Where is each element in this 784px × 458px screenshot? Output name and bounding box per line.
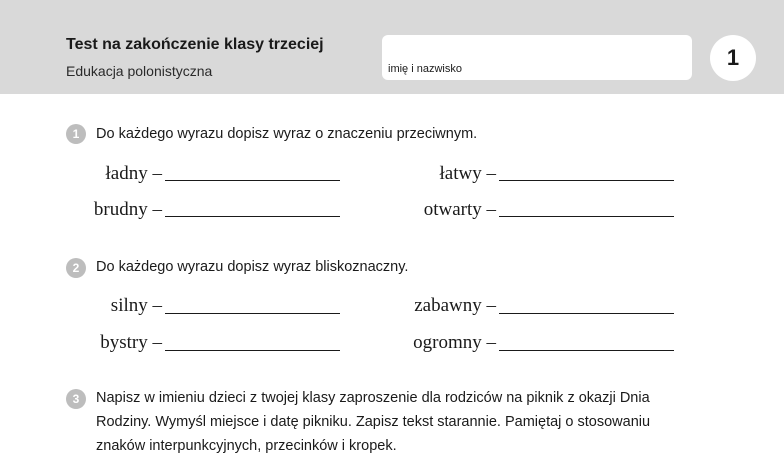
word-brudny: brudny – [93, 199, 162, 220]
answer-line [165, 180, 340, 181]
task-2-number: 2 [66, 258, 86, 278]
word-otwarty: otwarty – [423, 199, 496, 220]
page-header [0, 0, 784, 94]
task-1-word-row [380, 163, 496, 189]
answer-input-silny[interactable] [165, 293, 340, 313]
test-subtitle: Edukacja polonistyczna [66, 63, 213, 79]
task-1-word-row [380, 199, 496, 225]
task-2-instruction: Do każdego wyrazu dopisz wyraz bliskoznaczny. [96, 259, 409, 275]
answer-line [165, 216, 340, 217]
task-3-number: 3 [66, 389, 86, 409]
answer-line [499, 313, 674, 314]
task-2-word-row [60, 332, 162, 358]
test-title: Test na zakończenie klasy trzeciej [66, 36, 324, 53]
task-2-word-row [380, 295, 496, 321]
word-latwy: łatwy – [439, 163, 496, 184]
word-zabawny: zabawny – [414, 295, 496, 316]
answer-line [499, 216, 674, 217]
answer-input-brudny[interactable] [165, 196, 340, 216]
answer-input-zabawny[interactable] [499, 293, 674, 313]
task-2-word-row [380, 332, 496, 358]
task-3-instruction [96, 386, 776, 458]
task-3-line: Rodziny. Wymyśl miejsce i datę pikniku. Zapisz tekst starannie. Pamiętaj o stosowaniu [96, 414, 651, 430]
answer-input-ladny[interactable] [165, 160, 340, 180]
answer-line [165, 350, 340, 351]
task-1-instruction: Do każdego wyrazu dopisz wyraz o znaczeniu przeciwnym. [96, 126, 478, 142]
task-2-word-row [60, 295, 162, 321]
answer-input-otwarty[interactable] [499, 196, 674, 216]
task-3-line: znaków interpunkcyjnych, przecinków i kropek. [96, 438, 397, 454]
task-1-word-row [60, 163, 162, 189]
answer-input-bystry[interactable] [165, 330, 340, 350]
answer-line [499, 350, 674, 351]
name-field-label: imię i nazwisko [388, 63, 462, 75]
answer-line [165, 313, 340, 314]
word-bystry: bystry – [100, 332, 162, 353]
task-1-word-row [60, 199, 162, 225]
page-number-badge: 1 [710, 35, 756, 81]
answer-line [499, 180, 674, 181]
word-silny: silny – [110, 295, 162, 316]
task-1-number: 1 [66, 124, 86, 144]
word-ladny: ładny – [105, 163, 162, 184]
answer-input-latwy[interactable] [499, 160, 674, 180]
answer-input-ogromny[interactable] [499, 330, 674, 350]
word-ogromny: ogromny – [413, 332, 496, 353]
task-3-line: Napisz w imieniu dzieci z twojej klasy zaproszenie dla rodziców na piknik z okazji Dnia [96, 390, 650, 406]
